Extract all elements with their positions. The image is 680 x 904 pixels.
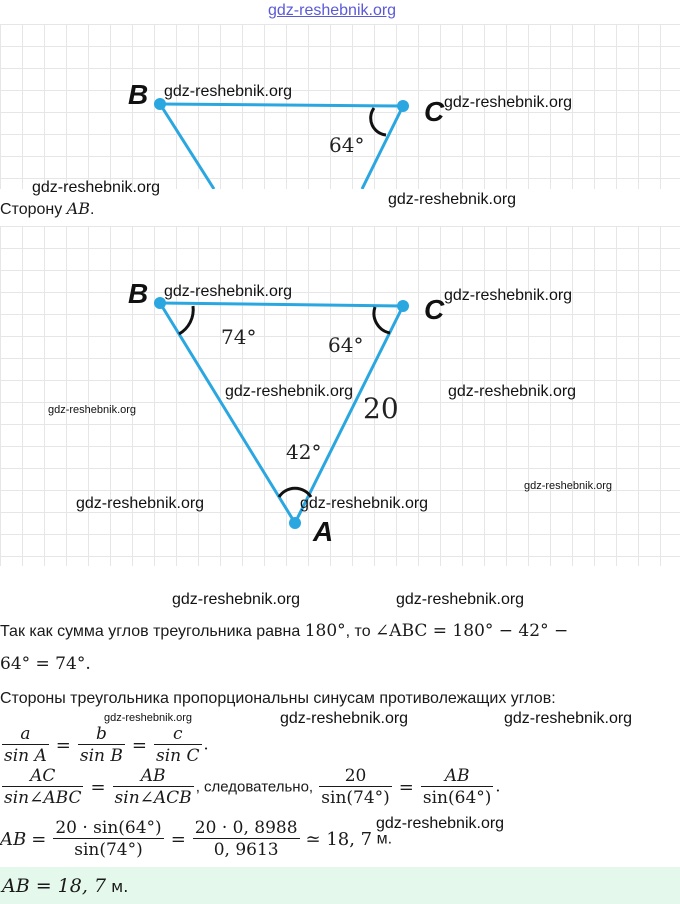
watermark: gdz-reshebnik.org bbox=[300, 495, 429, 512]
answer-unit: м. bbox=[106, 877, 129, 896]
fraction-c-over-sinC: $\frac{c}{\text{sin C}}$ bbox=[156, 724, 200, 766]
equation-1: $\frac{a}{\text{sin A}}$ = $\frac{b}{\text{sin B}}$ = $\frac{c}{\text{sin C}}$ . bbox=[4, 724, 209, 766]
equation-3: AB = $\frac{20 \cdot \sin(64^\circ)}{\sin(74^\circ)}$ = $\frac{20 \cdot 0, 8988}{0, 9613}$ ≃ 18, 7 м. bbox=[0, 818, 393, 860]
eq3-unit: м. bbox=[372, 830, 393, 848]
top-watermark-link[interactable]: gdz-reshebnik.org bbox=[268, 2, 397, 19]
watermark: gdz-reshebnik.org bbox=[504, 710, 633, 727]
answer-math: AB = 18, 7 bbox=[2, 875, 107, 897]
paragraph-1-line-1 bbox=[0, 621, 568, 641]
equation-2: $\frac{AC}{\text{sin∠ABC}}$ = $\frac{AB}{\text{sin∠ACB}}$ , следовательно, $\frac{20}{\sin(74^\circ)}$ = $\frac{AB}{\sin(64^\circ)}$ . bbox=[4, 766, 501, 808]
watermark: gdz-reshebnik.org bbox=[164, 283, 293, 300]
paragraph-1-line-2: 64° = 74°. bbox=[0, 654, 91, 674]
fraction-ab-over-sin64: $\frac{AB}{\sin(64^\circ)}$ bbox=[422, 766, 492, 808]
angle-b-arc bbox=[179, 306, 193, 334]
side-ac-length: 20 bbox=[363, 392, 399, 425]
watermark: gdz-reshebnik.org bbox=[32, 179, 161, 196]
paragraph-2: Стороны треугольника пропорциональны синусам противолежащих углов: bbox=[0, 690, 556, 707]
figure-1-grid bbox=[0, 24, 680, 196]
vertex-b-label: B bbox=[128, 79, 149, 110]
side-bc-line bbox=[160, 104, 403, 106]
vertex-a-label: A bbox=[313, 516, 334, 547]
angle-a-value: 42° bbox=[286, 440, 322, 464]
fraction-numeric: $\frac{20 \cdot 0, 8988}{0, 9613}$ bbox=[194, 818, 298, 860]
watermark: gdz-reshebnik.org bbox=[388, 191, 517, 208]
watermark: gdz-reshebnik.org bbox=[444, 94, 573, 111]
side-ba-line bbox=[160, 104, 214, 189]
caption-text: Сторону bbox=[0, 201, 67, 218]
eq3-lhs: AB bbox=[0, 829, 27, 850]
vertex-c-dot bbox=[397, 300, 409, 312]
p1-math-2: ∠ABC = 180° − 42° − bbox=[375, 621, 569, 641]
p1-math-1: 180° bbox=[304, 621, 346, 641]
caption-math: AB bbox=[66, 199, 90, 218]
angle-c-arc bbox=[371, 108, 386, 135]
fraction-ac-over-sin-abc: $\frac{AC}{\text{sin∠ABC}}$ bbox=[4, 766, 82, 808]
watermark: gdz-reshebnik.org bbox=[76, 495, 205, 512]
watermark: gdz-reshebnik.org bbox=[524, 480, 613, 492]
watermark: gdz-reshebnik.org bbox=[172, 591, 301, 608]
fraction-b-over-sinB: $\frac{b}{\text{sin B}}$ bbox=[79, 724, 123, 766]
vertex-c-dot bbox=[397, 100, 409, 112]
caption-end: . bbox=[90, 201, 95, 218]
p1-text-1: Так как сумма углов треугольника равна bbox=[0, 623, 305, 640]
side-ca-line bbox=[362, 106, 403, 189]
vertex-c-label: C bbox=[424, 294, 445, 325]
watermark: gdz-reshebnik.org bbox=[280, 710, 409, 727]
side-bc-line bbox=[160, 303, 403, 306]
watermark: gdz-reshebnik.org bbox=[225, 383, 354, 400]
watermark: gdz-reshebnik.org bbox=[376, 815, 505, 832]
watermark: gdz-reshebnik.org bbox=[48, 404, 137, 416]
watermark: gdz-reshebnik.org bbox=[164, 83, 293, 100]
caption-line bbox=[0, 199, 94, 219]
angle-b-value: 74° bbox=[221, 325, 257, 349]
watermark: gdz-reshebnik.org bbox=[448, 383, 577, 400]
watermark: gdz-reshebnik.org bbox=[444, 287, 573, 304]
angle-c-arc bbox=[374, 307, 390, 333]
vertex-c-label: C bbox=[424, 96, 445, 127]
p1-text-2: , то bbox=[345, 623, 376, 640]
figure-1-drawing bbox=[0, 24, 680, 189]
vertex-a-dot bbox=[289, 517, 301, 529]
angle-c-value: 64° bbox=[329, 133, 365, 157]
answer-box bbox=[0, 867, 680, 904]
fraction-20sin64-over-sin74: $\frac{20 \cdot \sin(64^\circ)}{\sin(74^\circ)}$ bbox=[55, 818, 162, 860]
angle-c-value: 64° bbox=[328, 333, 364, 357]
watermark: gdz-reshebnik.org bbox=[104, 712, 193, 724]
fraction-20-over-sin74: $\frac{20}{\sin(74^\circ)}$ bbox=[321, 766, 390, 808]
vertex-b-label: B bbox=[128, 278, 149, 309]
figure-2-grid bbox=[0, 226, 680, 566]
fraction-a-over-sinA: $\frac{a}{\text{sin A}}$ bbox=[4, 724, 47, 766]
eq3-approx: ≃ 18, 7 bbox=[305, 829, 373, 850]
eq2-mid-text: , следовательно, bbox=[195, 778, 318, 796]
watermark: gdz-reshebnik.org bbox=[396, 591, 525, 608]
fraction-ab-over-sin-acb: $\frac{AB}{\text{sin∠ACB}}$ bbox=[114, 766, 192, 808]
